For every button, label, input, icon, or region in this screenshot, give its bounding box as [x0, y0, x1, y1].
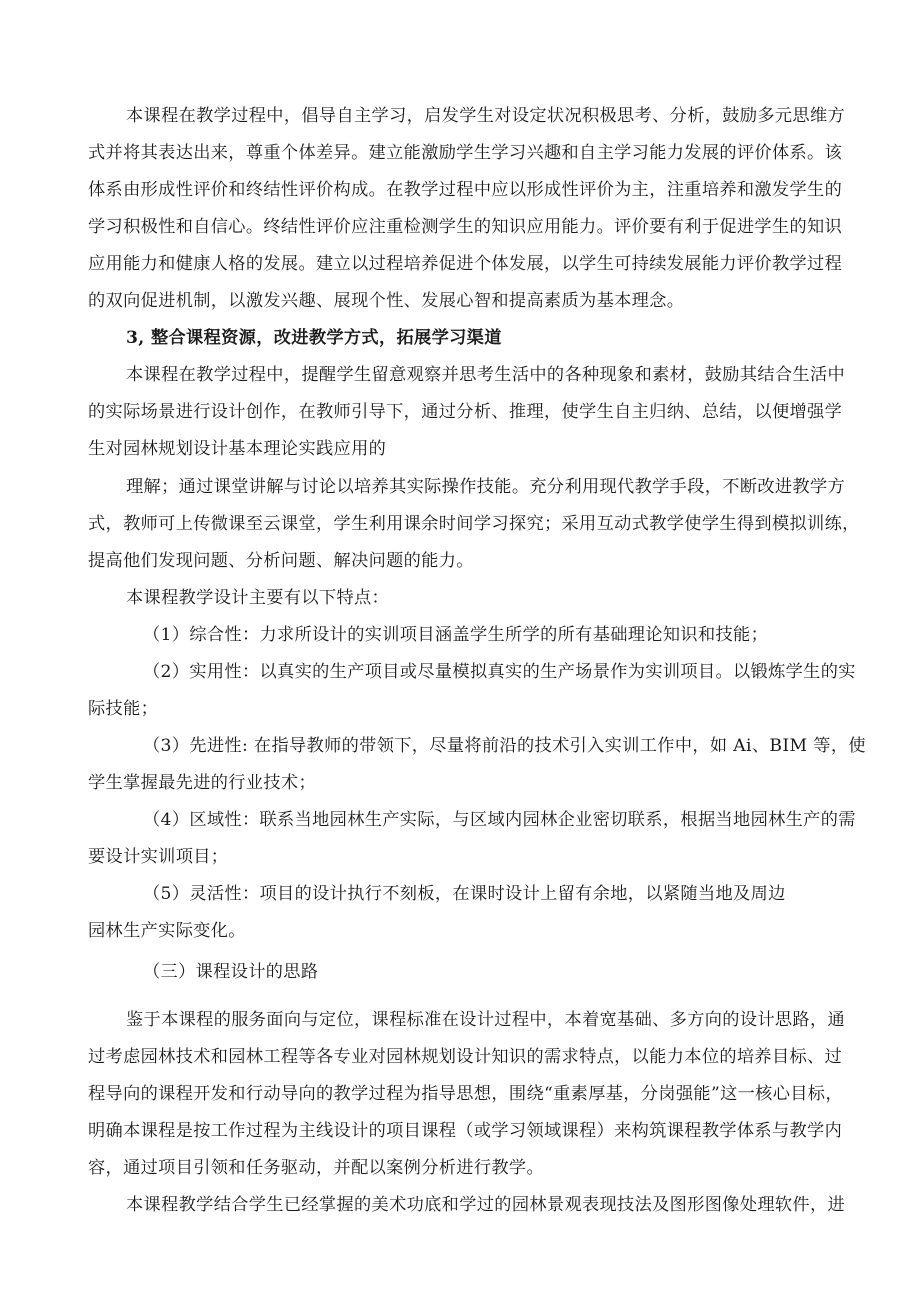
paragraph-line: 理解；通过课堂讲解与讨论以培养其实际操作技能。充分利用现代教学手段，不断改进教学方 [126, 477, 846, 497]
feature-item: （2）实用性：以真实的生产项目或尽量模拟真实的生产场景作为实训项目。以锻炼学生的实 [143, 662, 856, 682]
feature-item-cont: 际技能； [88, 699, 159, 719]
feature-item: （1）综合性：力求所设计的实训项目涵盖学生所学的所有基础理论知识和技能； [143, 625, 769, 645]
paragraph-line: 容，通过项目引领和任务驱动，并配以案例分析进行教学。 [88, 1158, 544, 1178]
paragraph-line: 鉴于本课程的服务面向与定位，课程标准在设计过程中，本着宽基础、多方向的设计思路，通 [126, 1010, 846, 1030]
feature-item: （5）灵活性：项目的设计执行不刻板，在课时设计上留有余地，以紧随当地及周边 [143, 884, 786, 904]
paragraph-line: 生对园林规划设计基本理论实践应用的 [88, 439, 387, 459]
section-heading-3: 3, 整合课程资源，改进教学方式，拓展学习渠道 [126, 328, 502, 348]
paragraph-line: 式并将其表达出来，尊重个体差异。建立能激励学生学习兴趣和自主学习能力发展的评价体系。该 [88, 143, 843, 163]
feature-item-cont: 园林生产实际变化。 [88, 921, 246, 941]
paragraph-line: 体系由形成性评价和终结性评价构成。在教学过程中应以形成性评价为主，注重培养和激发学生的 [88, 180, 843, 200]
feature-item: （4）区域性：联系当地园林生产实际，与区域内园林企业密切联系，根据当地园林生产的需 [143, 810, 856, 830]
paragraph-line: 应用能力和健康人格的发展。建立以过程培养促进个体发展，以学生可持续发展能力评价教学过程 [88, 254, 843, 274]
paragraph-line: 本课程教学结合学生已经掌握的美术功底和学过的园林景观表现技法及图形图像处理软件，进 [126, 1195, 846, 1215]
feature-item: （3）先进性: 在指导教师的带领下，尽量将前沿的技术引入实训工作中，如 Ai、BIM 等，使 [143, 736, 866, 756]
paragraph-line: 程导向的课程开发和行动导向的教学过程为指导思想，围绕“重素厚基，分岗强能”这一核心目标， [88, 1084, 843, 1104]
feature-item-cont: 学生掌握最先进的行业技术； [88, 773, 316, 793]
paragraph-line: 本课程在教学过程中，提醒学生留意观察并思考生活中的各种现象和素材，鼓励其结合生活中 [126, 365, 846, 385]
paragraph-line: 过考虑园林技术和园林工程等各专业对园林规划设计知识的需求特点，以能力本位的培养目标、过 [88, 1047, 843, 1067]
paragraph-line: 式，教师可上传微课至云课堂，学生利用课余时间学习探究；采用互动式教学使学生得到模拟训练， [88, 514, 860, 534]
paragraph-line: 学习积极性和自信心。终结性评价应注重检测学生的知识应用能力。评价要有利于促进学生的知识 [88, 217, 843, 237]
paragraph-line: 本课程在教学过程中，倡导自主学习，启发学生对设定状况积极思考、分析，鼓励多元思维方 [126, 106, 846, 126]
paragraph-line: 明确本课程是按工作过程为主线设计的项目课程（或学习领域课程）来构筑课程教学体系与教学内 [88, 1121, 843, 1141]
features-intro: 本课程教学设计主要有以下特点： [126, 588, 390, 608]
section-heading-three: （三）课程设计的思路 [143, 962, 319, 982]
paragraph-line: 的实际场景进行设计创作，在教师引导下，通过分析、推理，使学生自主归纳、总结，以便增强学 [88, 402, 843, 422]
paragraph-line: 的双向促进机制，以激发兴趣、展现个性、发展心智和提高素质为基本理念。 [88, 291, 685, 311]
paragraph-line: 提高他们发现问题、分析问题、解决问题的能力。 [88, 551, 474, 571]
feature-item-cont: 要设计实训项目； [88, 847, 229, 867]
